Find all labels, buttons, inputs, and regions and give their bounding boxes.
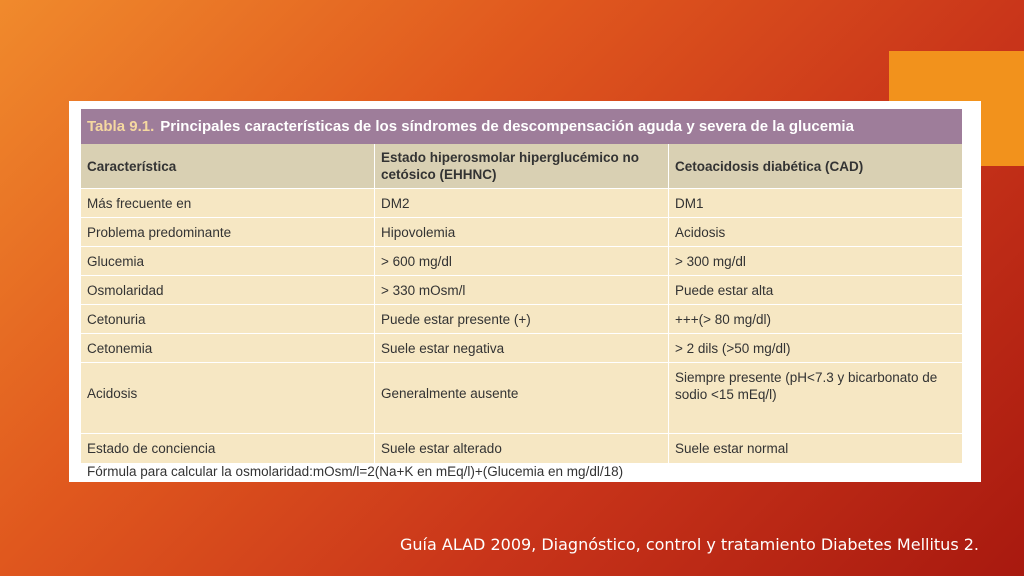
row-ehhnc: > 330 mOsm/l xyxy=(375,276,669,305)
row-cad: Siempre presente (pH<7.3 y bicarbonato de sodio <15 mEq/l) xyxy=(669,363,962,434)
source-caption: Guía ALAD 2009, Diagnóstico, control y tratamiento Diabetes Mellitus 2. xyxy=(400,535,980,554)
row-ehhnc: DM2 xyxy=(375,189,669,218)
header-characteristic: Característica xyxy=(81,144,375,189)
row-ehhnc: Suele estar alterado xyxy=(375,434,669,464)
osmolarity-formula: Fórmula para calcular la osmolaridad:mOsm/l=2(Na+K en mEq/l)+(Glucemia en mg/dl/18) xyxy=(87,464,624,479)
row-label: Acidosis xyxy=(81,363,375,434)
table-row xyxy=(81,363,962,434)
row-ehhnc: Generalmente ausente xyxy=(375,363,669,434)
table-image-panel xyxy=(69,101,981,482)
row-cad: > 2 dils (>50 mg/dl) xyxy=(669,334,962,363)
table-row xyxy=(81,276,962,305)
characteristics-table xyxy=(81,144,962,464)
table-number: Tabla 9.1. xyxy=(87,118,155,135)
header-ehhnc: Estado hiperosmolar hiperglucémico no cetósico (EHHNC) xyxy=(375,144,669,189)
row-cad: Puede estar alta xyxy=(669,276,962,305)
row-cad: DM1 xyxy=(669,189,962,218)
table-row xyxy=(81,247,962,276)
header-row xyxy=(81,144,962,189)
table-row xyxy=(81,189,962,218)
row-cad: Suele estar normal xyxy=(669,434,962,464)
row-ehhnc: Puede estar presente (+) xyxy=(375,305,669,334)
row-cad: +++(> 80 mg/dl) xyxy=(669,305,962,334)
table-row xyxy=(81,334,962,363)
row-label: Problema predominante xyxy=(81,218,375,247)
row-ehhnc: > 600 mg/dl xyxy=(375,247,669,276)
row-label: Glucemia xyxy=(81,247,375,276)
row-cad: > 300 mg/dl xyxy=(669,247,962,276)
row-label: Cetonuria xyxy=(81,305,375,334)
row-label: Estado de conciencia xyxy=(81,434,375,464)
table-row xyxy=(81,218,962,247)
table-title xyxy=(81,109,962,144)
row-ehhnc: Hipovolemia xyxy=(375,218,669,247)
row-label: Más frecuente en xyxy=(81,189,375,218)
table-title-text: Principales características de los síndromes de descompensación aguda y severa de la glucemia xyxy=(160,118,854,135)
table-row xyxy=(81,305,962,334)
row-ehhnc: Suele estar negativa xyxy=(375,334,669,363)
header-cad: Cetoacidosis diabética (CAD) xyxy=(669,144,962,189)
row-label: Osmolaridad xyxy=(81,276,375,305)
row-label: Cetonemia xyxy=(81,334,375,363)
table-row xyxy=(81,434,962,464)
row-cad: Acidosis xyxy=(669,218,962,247)
